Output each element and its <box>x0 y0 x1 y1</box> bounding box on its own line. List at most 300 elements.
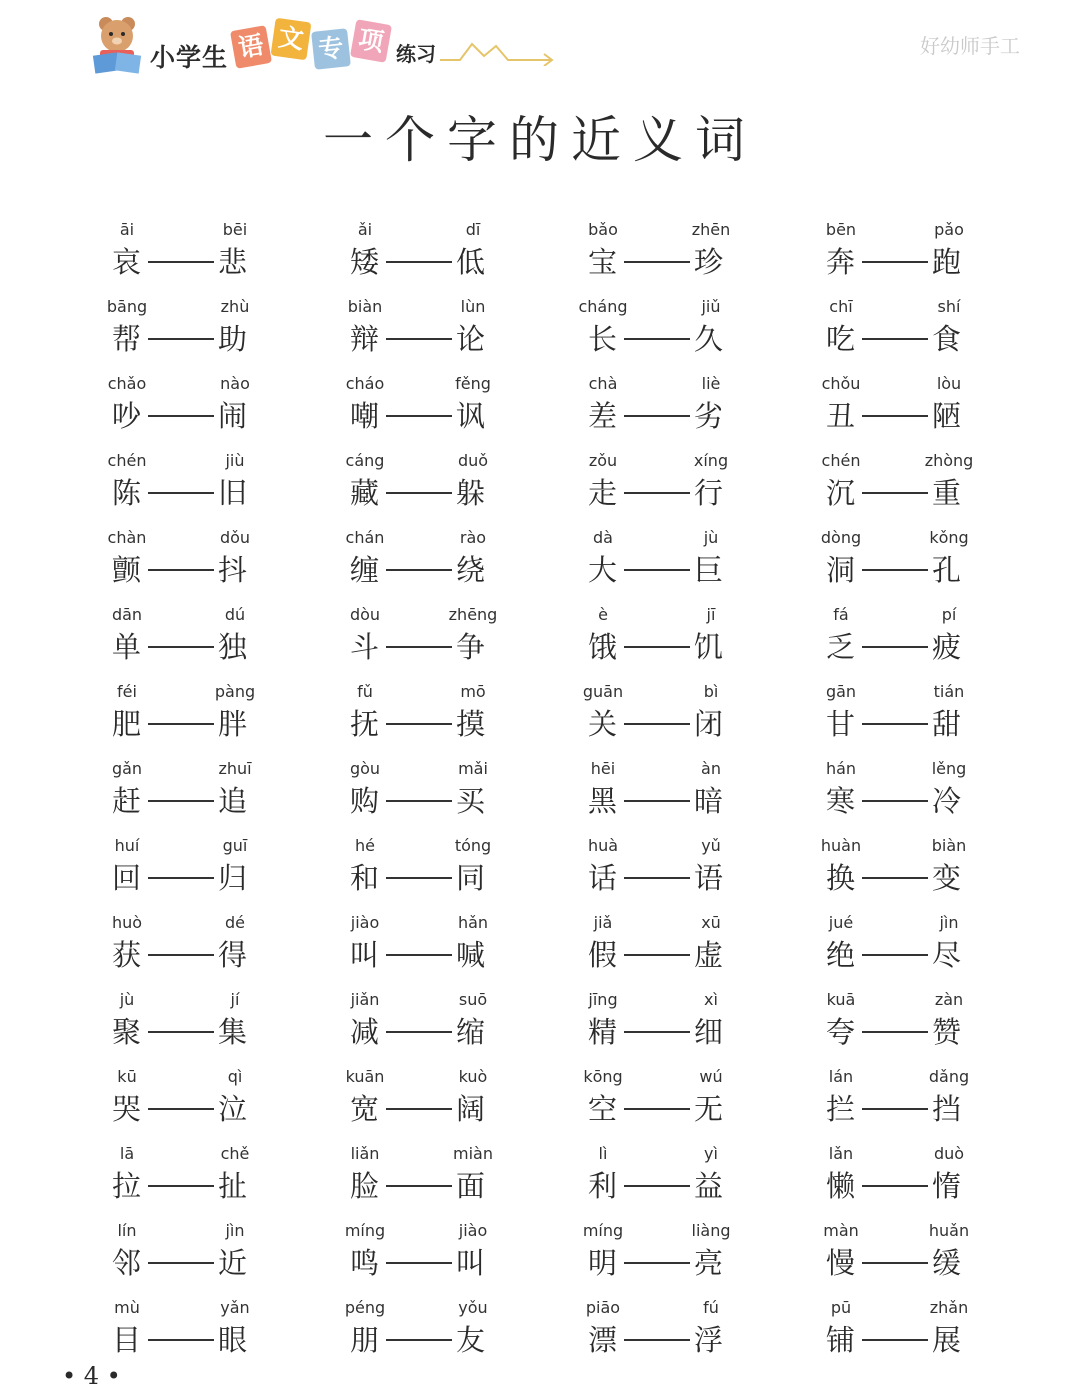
synonym-pair <box>576 682 801 759</box>
synonym-pair <box>814 1221 1039 1298</box>
pinyin-first: gòu <box>349 759 381 778</box>
synonym-pair <box>814 759 1039 836</box>
character-second: 久 <box>694 322 724 356</box>
synonym-pair <box>100 682 325 759</box>
pinyin-first: liǎn <box>350 1144 380 1163</box>
character-first: 空 <box>588 1092 618 1126</box>
synonym-pair <box>100 374 325 451</box>
character-second: 挡 <box>932 1092 962 1126</box>
pinyin-second: wú <box>699 1067 723 1086</box>
pinyin-first: lǎn <box>828 1144 854 1163</box>
character-second: 同 <box>456 861 486 895</box>
character-second: 冷 <box>932 784 962 818</box>
pinyin-first: jiǎn <box>350 990 380 1009</box>
pinyin-first: chī <box>829 297 853 316</box>
pair-dash <box>148 1339 214 1341</box>
series-tile: 文 <box>271 18 312 61</box>
character-first: 宽 <box>350 1092 380 1126</box>
pinyin-second: jìn <box>939 913 959 932</box>
character-second: 缩 <box>456 1015 486 1049</box>
pinyin-second: lěng <box>931 759 967 778</box>
synonym-pair <box>814 1144 1039 1221</box>
pinyin-first: è <box>598 605 608 624</box>
character-first: 获 <box>112 938 142 972</box>
pinyin-first: chǒu <box>821 374 861 393</box>
synonym-pair <box>338 836 563 913</box>
pinyin-second: liàng <box>691 1221 731 1240</box>
character-second: 独 <box>218 630 248 664</box>
pinyin-first: jù <box>119 990 135 1009</box>
synonym-pair <box>576 1221 801 1298</box>
pair-dash <box>862 723 928 725</box>
pinyin-second: zàn <box>934 990 964 1009</box>
pinyin-second: zhēng <box>448 605 498 624</box>
character-first: 奔 <box>826 245 856 279</box>
synonym-pair <box>576 1298 801 1375</box>
character-second: 摸 <box>456 707 486 741</box>
pinyin-second: tián <box>933 682 965 701</box>
character-first: 聚 <box>112 1015 142 1049</box>
pinyin-first: míng <box>582 1221 624 1240</box>
pair-dash <box>148 723 214 725</box>
page-header <box>88 10 568 80</box>
pinyin-second: pí <box>941 605 957 624</box>
character-second: 旧 <box>218 476 248 510</box>
character-first: 拦 <box>826 1092 856 1126</box>
character-second: 悲 <box>218 245 248 279</box>
pinyin-second: kǒng <box>929 528 969 547</box>
character-first: 精 <box>588 1015 618 1049</box>
pair-dash <box>386 723 452 725</box>
pinyin-first: jiǎ <box>593 913 613 932</box>
character-second: 巨 <box>694 553 724 587</box>
pair-dash <box>624 1339 690 1341</box>
pinyin-second: zhuī <box>218 759 252 778</box>
pinyin-second: xū <box>701 913 721 932</box>
synonym-pair <box>100 605 325 682</box>
character-first: 大 <box>588 553 618 587</box>
synonym-pair <box>338 451 563 528</box>
synonym-pair <box>100 1067 325 1144</box>
pinyin-second: jī <box>706 605 716 624</box>
character-second: 集 <box>218 1015 248 1049</box>
character-second: 闹 <box>218 399 248 433</box>
synonym-pair <box>100 836 325 913</box>
character-first: 明 <box>588 1246 618 1280</box>
series-prefix: 小学生 <box>150 43 229 72</box>
pinyin-first: chén <box>107 451 147 470</box>
pair-dash <box>148 261 214 263</box>
pair-dash <box>386 261 452 263</box>
pair-dash <box>624 800 690 802</box>
synonym-pair <box>576 605 801 682</box>
pinyin-second: biàn <box>931 836 967 855</box>
character-second: 闭 <box>694 707 724 741</box>
character-first: 斗 <box>350 630 380 664</box>
pair-dash <box>148 569 214 571</box>
character-first: 饿 <box>588 630 618 664</box>
series-suffix: 练习 <box>396 42 436 66</box>
synonym-pair <box>814 528 1039 605</box>
pair-dash <box>148 800 214 802</box>
character-first: 铺 <box>826 1323 856 1357</box>
pinyin-second: yǎn <box>220 1298 250 1317</box>
synonym-pair <box>338 528 563 605</box>
pair-dash <box>862 261 928 263</box>
pinyin-second: jí <box>230 990 240 1009</box>
synonym-pair <box>576 759 801 836</box>
synonym-pair <box>100 1298 325 1375</box>
synonym-pair <box>100 1221 325 1298</box>
page-number: • 4 • <box>62 1362 121 1390</box>
character-second: 跑 <box>932 245 962 279</box>
pinyin-second: jiù <box>225 451 245 470</box>
character-second: 追 <box>218 784 248 818</box>
pinyin-second: dǒu <box>219 528 251 547</box>
pair-dash <box>386 1262 452 1264</box>
synonym-pair <box>338 1144 563 1221</box>
pinyin-second: jiào <box>458 1221 488 1240</box>
character-first: 单 <box>112 630 142 664</box>
pair-dash <box>624 723 690 725</box>
pair-dash <box>386 877 452 879</box>
pinyin-first: kōng <box>583 1067 623 1086</box>
pinyin-second: chě <box>220 1144 250 1163</box>
pair-dash <box>862 569 928 571</box>
pair-dash <box>624 1031 690 1033</box>
pinyin-first: pū <box>830 1298 852 1317</box>
pair-dash <box>624 877 690 879</box>
synonym-pair <box>576 374 801 451</box>
pair-dash <box>148 1108 214 1110</box>
synonym-pair <box>100 990 325 1067</box>
character-first: 利 <box>588 1169 618 1203</box>
pair-dash <box>386 492 452 494</box>
character-second: 食 <box>932 322 962 356</box>
synonym-pair <box>100 297 325 374</box>
pair-dash <box>624 1108 690 1110</box>
pinyin-first: cáng <box>345 451 385 470</box>
character-second: 讽 <box>456 399 486 433</box>
pinyin-second: pǎo <box>934 220 964 239</box>
pair-dash <box>624 492 690 494</box>
character-second: 躲 <box>456 476 486 510</box>
pinyin-second: zhēn <box>691 220 731 239</box>
pair-dash <box>862 800 928 802</box>
character-first: 叫 <box>350 938 380 972</box>
synonym-pair <box>814 451 1039 528</box>
character-second: 喊 <box>456 938 486 972</box>
synonym-pair <box>338 682 563 759</box>
character-first: 话 <box>588 861 618 895</box>
character-first: 洞 <box>826 553 856 587</box>
pinyin-first: màn <box>823 1221 859 1240</box>
character-second: 归 <box>218 861 248 895</box>
synonym-pair <box>100 451 325 528</box>
pair-dash <box>624 954 690 956</box>
synonym-pair <box>576 913 801 990</box>
pair-dash <box>386 1339 452 1341</box>
pinyin-first: hēi <box>590 759 616 778</box>
character-first: 漂 <box>588 1323 618 1357</box>
character-second: 尽 <box>932 938 962 972</box>
pinyin-second: tóng <box>454 836 492 855</box>
pinyin-first: mù <box>114 1298 140 1317</box>
character-second: 展 <box>932 1323 962 1357</box>
pinyin-second: dǎng <box>928 1067 970 1086</box>
pinyin-first: chàn <box>107 528 147 547</box>
character-first: 吃 <box>826 322 856 356</box>
pinyin-first: guān <box>582 682 624 701</box>
pair-dash <box>624 646 690 648</box>
character-first: 丑 <box>826 399 856 433</box>
character-first: 换 <box>826 861 856 895</box>
pinyin-second: suō <box>458 990 488 1009</box>
character-second: 泣 <box>218 1092 248 1126</box>
character-second: 抖 <box>218 553 248 587</box>
character-second: 虚 <box>694 938 724 972</box>
character-first: 朋 <box>350 1323 380 1357</box>
pinyin-second: miàn <box>453 1144 493 1163</box>
character-first: 陈 <box>112 476 142 510</box>
character-second: 叫 <box>456 1246 486 1280</box>
pinyin-first: cháng <box>578 297 628 316</box>
pinyin-first: zǒu <box>588 451 618 470</box>
synonym-grid <box>100 220 1000 1375</box>
pinyin-first: dòng <box>820 528 862 547</box>
character-first: 拉 <box>112 1169 142 1203</box>
character-second: 助 <box>218 322 248 356</box>
pair-dash <box>386 1031 452 1033</box>
pair-dash <box>386 569 452 571</box>
pinyin-first: míng <box>344 1221 386 1240</box>
pinyin-first: bēn <box>825 220 857 239</box>
pinyin-second: duò <box>933 1144 965 1163</box>
character-first: 哭 <box>112 1092 142 1126</box>
character-second: 变 <box>932 861 962 895</box>
pinyin-first: biàn <box>347 297 383 316</box>
pinyin-first: huò <box>111 913 143 932</box>
character-first: 慢 <box>826 1246 856 1280</box>
character-second: 疲 <box>932 630 962 664</box>
synonym-pair <box>814 220 1039 297</box>
character-second: 绕 <box>456 553 486 587</box>
pinyin-second: jìn <box>225 1221 245 1240</box>
character-second: 孔 <box>932 553 962 587</box>
pinyin-second: lùn <box>460 297 486 316</box>
character-first: 假 <box>588 938 618 972</box>
character-first: 目 <box>112 1323 142 1357</box>
synonym-pair <box>338 1221 563 1298</box>
character-first: 藏 <box>350 476 380 510</box>
pair-dash <box>624 1185 690 1187</box>
synonym-pair <box>338 990 563 1067</box>
pair-dash <box>148 1031 214 1033</box>
pinyin-first: huàn <box>820 836 862 855</box>
pinyin-first: bāng <box>106 297 148 316</box>
pinyin-first: jiào <box>350 913 380 932</box>
character-first: 哀 <box>112 245 142 279</box>
pinyin-first: huí <box>114 836 140 855</box>
character-second: 陋 <box>932 399 962 433</box>
character-second: 益 <box>694 1169 724 1203</box>
character-first: 帮 <box>112 322 142 356</box>
character-second: 扯 <box>218 1169 248 1203</box>
synonym-pair <box>100 528 325 605</box>
pinyin-second: pàng <box>214 682 256 701</box>
character-second: 缓 <box>932 1246 962 1280</box>
pair-dash <box>862 1031 928 1033</box>
synonym-pair <box>576 297 801 374</box>
synonym-pair <box>576 451 801 528</box>
pair-dash <box>624 261 690 263</box>
synonym-pair <box>814 913 1039 990</box>
pair-dash <box>862 646 928 648</box>
pinyin-second: dī <box>465 220 481 239</box>
character-second: 争 <box>456 630 486 664</box>
pinyin-second: zhù <box>220 297 250 316</box>
character-second: 语 <box>694 861 724 895</box>
pinyin-second: zhòng <box>924 451 974 470</box>
character-second: 友 <box>456 1323 486 1357</box>
pinyin-second: nào <box>220 374 250 393</box>
character-first: 懒 <box>826 1169 856 1203</box>
synonym-pair <box>100 759 325 836</box>
pinyin-first: chǎo <box>107 374 147 393</box>
character-first: 购 <box>350 784 380 818</box>
pinyin-first: dān <box>111 605 143 624</box>
synonym-pair <box>814 1298 1039 1375</box>
pair-dash <box>386 800 452 802</box>
pinyin-second: kuò <box>458 1067 488 1086</box>
pinyin-first: lín <box>117 1221 137 1240</box>
character-first: 嘲 <box>350 399 380 433</box>
character-first: 辩 <box>350 322 380 356</box>
synonym-pair <box>338 1067 563 1144</box>
synonym-pair <box>814 682 1039 759</box>
pair-dash <box>624 1262 690 1264</box>
pinyin-second: qì <box>227 1067 243 1086</box>
synonym-pair <box>100 913 325 990</box>
pair-dash <box>862 338 928 340</box>
pair-dash <box>862 1185 928 1187</box>
pinyin-second: hǎn <box>457 913 489 932</box>
character-second: 无 <box>694 1092 724 1126</box>
pair-dash <box>862 1339 928 1341</box>
pair-dash <box>624 569 690 571</box>
pair-dash <box>386 338 452 340</box>
pinyin-second: rào <box>459 528 487 547</box>
synonym-pair <box>814 297 1039 374</box>
character-second: 惰 <box>932 1169 962 1203</box>
pair-dash <box>862 877 928 879</box>
character-first: 甘 <box>826 707 856 741</box>
pair-dash <box>862 954 928 956</box>
pair-dash <box>862 1262 928 1264</box>
pinyin-first: chén <box>821 451 861 470</box>
synonym-pair <box>338 297 563 374</box>
pair-dash <box>148 954 214 956</box>
character-first: 沉 <box>826 476 856 510</box>
character-first: 回 <box>112 861 142 895</box>
character-first: 矮 <box>350 245 380 279</box>
pinyin-first: bǎo <box>588 220 618 239</box>
synonym-pair <box>338 605 563 682</box>
pair-dash <box>148 1185 214 1187</box>
pinyin-first: hé <box>355 836 375 855</box>
character-second: 细 <box>694 1015 724 1049</box>
pair-dash <box>386 954 452 956</box>
pinyin-second: huǎn <box>928 1221 970 1240</box>
pinyin-first: lán <box>828 1067 854 1086</box>
character-first: 走 <box>588 476 618 510</box>
pinyin-first: gǎn <box>111 759 143 778</box>
pinyin-first: cháo <box>345 374 385 393</box>
pinyin-first: kuā <box>826 990 856 1009</box>
character-first: 鸣 <box>350 1246 380 1280</box>
zigzag-arrow-icon <box>438 36 558 66</box>
character-second: 甜 <box>932 707 962 741</box>
pinyin-second: jù <box>703 528 719 547</box>
character-second: 胖 <box>218 707 248 741</box>
pinyin-first: lā <box>119 1144 135 1163</box>
pair-dash <box>148 338 214 340</box>
synonym-pair <box>814 990 1039 1067</box>
series-tile: 项 <box>350 19 392 63</box>
pair-dash <box>624 415 690 417</box>
pair-dash <box>386 646 452 648</box>
pinyin-second: xì <box>704 990 718 1009</box>
character-first: 赶 <box>112 784 142 818</box>
character-first: 减 <box>350 1015 380 1049</box>
pinyin-second: guī <box>222 836 248 855</box>
character-second: 赞 <box>932 1015 962 1049</box>
character-second: 浮 <box>694 1323 724 1357</box>
pair-dash <box>862 1108 928 1110</box>
synonym-pair <box>814 836 1039 913</box>
pinyin-first: hán <box>825 759 857 778</box>
pair-dash <box>386 1108 452 1110</box>
character-second: 眼 <box>218 1323 248 1357</box>
pinyin-second: fěng <box>455 374 491 393</box>
character-second: 低 <box>456 245 486 279</box>
pinyin-second: dé <box>225 913 245 932</box>
pinyin-second: duǒ <box>457 451 489 470</box>
pinyin-second: bì <box>703 682 719 701</box>
synonym-pair <box>338 374 563 451</box>
character-first: 抚 <box>350 707 380 741</box>
character-second: 珍 <box>694 245 724 279</box>
pinyin-second: zhǎn <box>929 1298 969 1317</box>
series-tile: 语 <box>230 25 272 69</box>
character-second: 饥 <box>694 630 724 664</box>
pair-dash <box>624 338 690 340</box>
pinyin-first: lì <box>598 1144 608 1163</box>
pinyin-first: kuān <box>345 1067 385 1086</box>
character-first: 夸 <box>826 1015 856 1049</box>
pinyin-first: dà <box>593 528 613 547</box>
character-second: 阔 <box>456 1092 486 1126</box>
pair-dash <box>386 1185 452 1187</box>
pinyin-first: chà <box>588 374 618 393</box>
synonym-pair <box>576 220 801 297</box>
pinyin-second: àn <box>701 759 721 778</box>
synonym-pair <box>814 605 1039 682</box>
pinyin-second: mō <box>460 682 486 701</box>
character-first: 关 <box>588 707 618 741</box>
pinyin-first: péng <box>344 1298 386 1317</box>
character-second: 面 <box>456 1169 486 1203</box>
